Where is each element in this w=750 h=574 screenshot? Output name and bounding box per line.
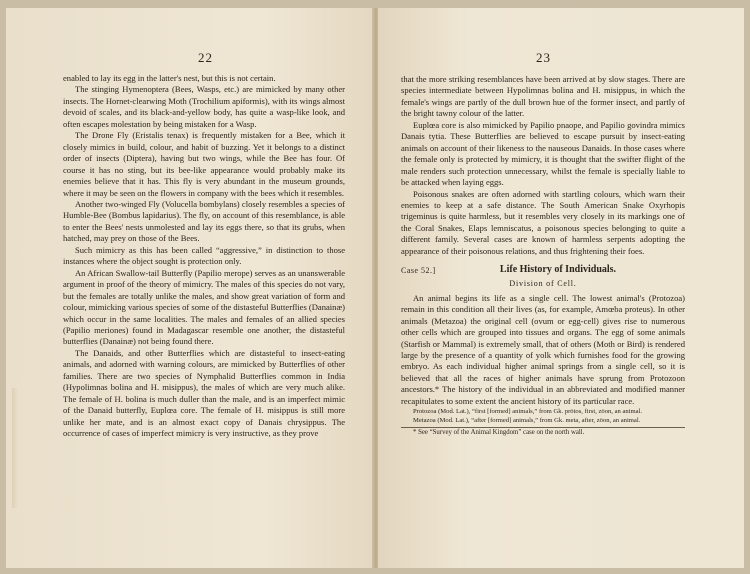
paragraph: Euplœa core is also mimicked by Papilio pnaope, and Papilio govindra mimics Danais tytia. These Butterflies are believed to escape pursuit by insect-eating animals on account of their likeness to the nauseous Danaids. In those cases where the female only is protected by mimicry, it is thought that the swifter flight of the male renders such protection unnecessary, whilst the female is specially liable to be attacked when laying eggs.	[401, 119, 685, 188]
case-label: Case 52.]	[401, 266, 436, 276]
paragraph: The Danaids, and other Butterflies which are distasteful to insect-eating animals, and adorned with warning colours, are mimicked by Butterflies of other families. There are two species of Nymphalid Butterflies common in India (Hypolimnas bolina and H. misippus), the males of which are very much alike. The female of H. bolina is much duller than the male, and is an imperfect mimic of the Danaid butterfly, Euplœa core. The female of H. misippus is still more unlike her mate, and is an almost exact copy of Danais chrysippus. The occurrence of cases of imperfect mimicry is very instructive, as they prove	[63, 347, 345, 439]
paragraph: Poisonous snakes are often adorned with startling colours, which warn their enemies to keep at a safe distance. The South American Snake Oxyrhopis trigeminus is quite harmless, but it resembles very closely in its markings one of the Coral Snakes, Elaps lemniscatus, a poisonous species belonging to quite a different family. Several cases are known of harmless serpents adopting the appearance of their poisonous relations, and thus frightening their foes.	[401, 188, 685, 256]
paragraph: Such mimicry as this has been called “aggressive,” in distinction to those instances where the object sought is protection only.	[63, 244, 345, 267]
glossary-note: Protozoa (Mod. Lat.), “first [formed] animals,” from Gk. prōtos, first, zōon, an animal.	[413, 408, 643, 416]
paragraph: Another two-winged Fly (Volucella bombylans) closely resembles a species of Humble-Bee (Bombus lapidarius). The fly, on account of this resemblance, is able to enter the Bees' nests unmolested and lay its eggs there, so that its grubs, when hatched, may prey on those of the Bees.	[63, 198, 345, 244]
paragraph: An animal begins its life as a single cell. The lowest animal's (Protozoa) remain in this condition all their lives (as, for example, Amœba proteus). In other animals (Metazoa) the original cell (ovum or egg-cell) gives rise to numerous other cells which are grouped into tissues and organs. The egg of some animals (Starfish or Mammal) is extremely small, that of others (Moth or Bird) is rendered large by the presence of a quantity of yolk which furnishes food for the growing embryo. As each individual higher animal springs from a single cell, so it is believed that all the races of higher animals have sprung from Protozoon ancestors.* The history of the individual in an abbreviated and modified manner recapitulates to some extent the ancient history of its particular race.	[401, 292, 685, 406]
left-page-text	[63, 73, 345, 440]
section-heading-row	[401, 264, 685, 277]
page-number: 22	[198, 50, 213, 65]
paragraph: The stinging Hymenoptera (Bees, Wasps, etc.) are mimicked by many other insects. The Hornet-clearwing Moth (Trochilium apiformis), with its wings almost devoid of scales, and its black-and-yellow body, has quite a wasp-like look, and often escapes molestation by being mistaken for a Wasp.	[63, 84, 345, 129]
footnote: * See “Survey of the Animal Kingdom” case on the north wall.	[413, 429, 585, 437]
left-page	[6, 8, 374, 568]
section-subheading: Division of Cell.	[509, 279, 577, 289]
right-page-text	[401, 74, 685, 437]
right-page	[378, 8, 744, 568]
section-heading: Life History of Individuals.	[499, 264, 617, 276]
paragraph: that the more striking resemblances have been arrived at by slow stages. There are species intermediate between Hypolimnas bolina and H. misippus, in which the female's wings are partly of the dull brown hue of the former insect, and partly of the bright tawny colour of the latter.	[401, 74, 685, 119]
page-stain	[12, 388, 18, 508]
paragraph: The Drone Fly (Eristalis tenax) is frequently mistaken for a Bee, which it closely mimics in build, colour, and habit of buzzing. Yet it belongs to a distinct order of insects (Diptera), having but two wings, while the Bee has four. Of course it has no sting, but its bee-like appearance would probably make its enemies believe that it has. This fly is very abundant in the museum grounds, where it may be seen on the flowers in company with the bees which it resembles.	[63, 130, 345, 198]
glossary-note: Metazoa (Mod. Lat.), “after [formed] animals,” from Gk. meta, after, zōon, an animal.	[413, 417, 641, 425]
paragraph: enabled to lay its egg in the latter's nest, but this is not certain.	[63, 73, 276, 83]
page-number: 23	[536, 50, 551, 65]
paragraph: An African Swallow-tail Butterfly (Papilio merope) serves as an unanswerable argument in proof of the theory of mimicry. The males of this species do not vary, but the females are totally unlike the males, and show great variation of form and colour, mimicking various species of some of the distasteful Butterflies (Danainæ) which occur in the same localities. The males and females of an allied species (Papilio meriones) found in Madagascar resemble one another, the distasteful butterflies (Danainæ) not being found there.	[63, 267, 345, 347]
